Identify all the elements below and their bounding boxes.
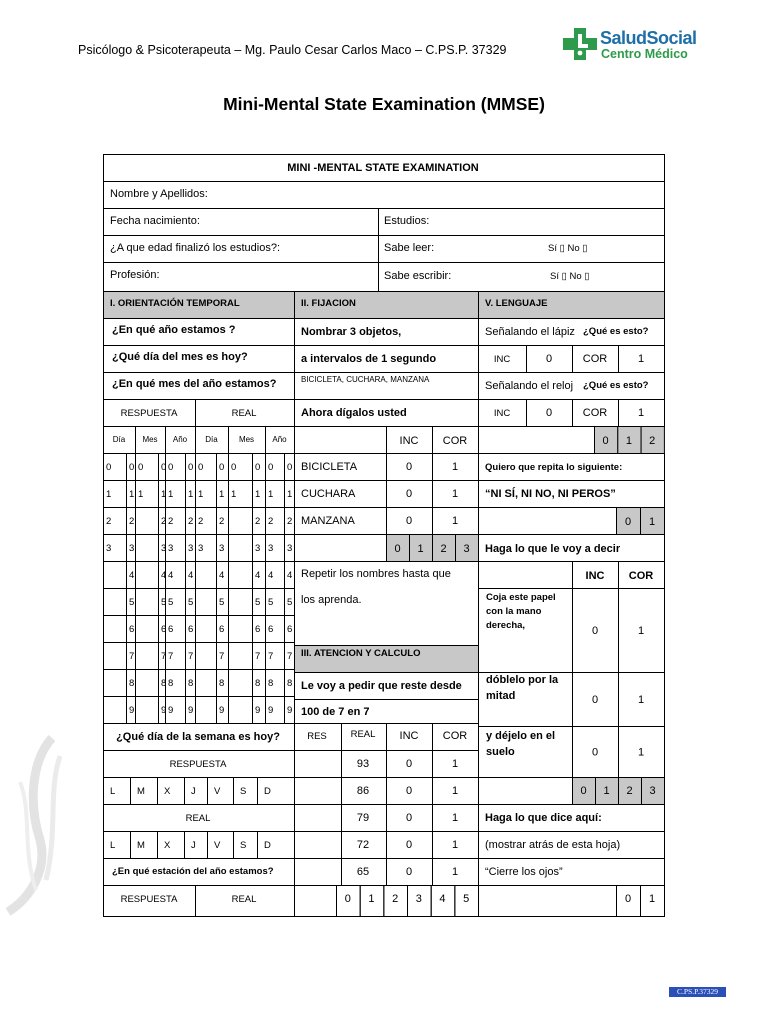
week-day-1-6: D — [264, 840, 271, 851]
atencion-value-4: 65 — [356, 866, 370, 878]
week-day-cell — [185, 832, 208, 859]
orient-digit-cell — [136, 697, 159, 724]
orient-subheader-0: Día — [112, 435, 126, 444]
at-inc-val: 0 — [405, 812, 413, 824]
orient-digit: 8 — [129, 678, 135, 689]
orient-header-label: I. ORIENTACIÓN TEMPORAL — [110, 298, 240, 309]
week-day-cell — [158, 832, 185, 859]
orient-digit: 3 — [255, 543, 261, 554]
leng-lapiz: Señalando el lápiz — [485, 326, 575, 338]
leng-reloj-inc-label: INC — [493, 408, 511, 419]
at-res-cell — [295, 778, 342, 805]
orient-digit-cell — [229, 697, 253, 724]
orient-digit: 7 — [268, 651, 274, 662]
document-title: Mini-Mental State Examination (MMSE) — [223, 94, 545, 114]
orient-digit-cell — [196, 616, 217, 643]
orient-digit: 1 — [255, 489, 261, 500]
fijacion-repetir-2: los aprenda. — [301, 594, 362, 606]
week-day-cell — [158, 778, 185, 805]
week-day-0-0: L — [110, 786, 116, 797]
fijacion-header-label: II. FIJACION — [301, 298, 356, 309]
fijacion-repetir-1: Repetir los nombres hasta que — [301, 568, 451, 580]
orient-question-2: ¿En qué mes del año estamos? — [112, 378, 277, 390]
atencion-header-label: III. ATENCION Y CALCULO — [301, 648, 421, 659]
orient-digit: 5 — [129, 597, 135, 608]
leng-cmd-1-line-0: dóblelo por la — [486, 674, 559, 686]
leng-lapiz-cor-val: 1 — [637, 353, 645, 365]
orient-digit: 1 — [129, 489, 135, 500]
orient-subheader-1: Mes — [142, 435, 158, 444]
week-day-1-5: S — [240, 840, 247, 851]
leng-cmd-2-line-1: suelo — [486, 746, 515, 758]
orient-digit: 4 — [287, 570, 293, 581]
orient-digit: 2 — [268, 516, 274, 527]
orient-subheader-4: Mes — [238, 435, 255, 444]
orient-subheader-5: Año — [272, 435, 287, 444]
leng-reloj-inc-val: 0 — [545, 407, 553, 419]
orient-digit: 4 — [168, 570, 174, 581]
at-cor-val: 1 — [451, 812, 459, 824]
orient-digit: 5 — [188, 597, 194, 608]
orient-digit: 2 — [168, 516, 174, 527]
orient-digit: 3 — [161, 543, 167, 554]
orient-question-1: ¿Qué día del mes es hoy? — [112, 351, 248, 363]
orient-subheader-2: Año — [172, 435, 188, 444]
profesion-label: Profesión: — [110, 269, 160, 281]
leng-cmd-cor-val: 1 — [637, 694, 645, 706]
orient-digit: 2 — [106, 516, 112, 527]
fijacion-ahora: Ahora dígalos usted — [301, 407, 407, 419]
at-score-1: 1 — [368, 893, 375, 905]
orient-digit-cell — [196, 670, 217, 697]
orient-digit: 1 — [287, 489, 293, 500]
atencion-res-label: RES — [307, 731, 327, 742]
edad-label: ¿A que edad finalizó los estudios?: — [110, 242, 281, 254]
at-cor-val: 1 — [451, 839, 459, 851]
orient-digit: 3 — [287, 543, 293, 554]
orient-digit: 3 — [106, 543, 112, 554]
at-cor-val: 1 — [451, 785, 459, 797]
leng-cmd-blank — [479, 562, 573, 589]
at-score-2: 2 — [392, 893, 399, 905]
orient-digit: 6 — [168, 624, 174, 635]
leng-score2-blank — [479, 427, 595, 454]
leng-cmd-0-line-2: derecha, — [486, 620, 526, 631]
week-day-0-6: D — [264, 786, 271, 797]
orient-digit-cell — [104, 616, 127, 643]
leng-final-1: 1 — [648, 893, 656, 905]
at-inc-val: 0 — [405, 758, 413, 770]
orient-digit-cell — [104, 562, 127, 589]
at-res-cell — [295, 805, 342, 832]
orient-digit-cell — [196, 562, 217, 589]
orient-digit: 8 — [268, 678, 274, 689]
orient-digit: 0 — [188, 462, 194, 473]
orient-digit: 6 — [161, 624, 167, 635]
orient-digit: 6 — [287, 624, 293, 635]
fij-inc-val: 0 — [405, 488, 413, 500]
week-day-0-4: V — [214, 786, 221, 797]
fij-cor-val: 1 — [451, 461, 459, 473]
orient-digit: 4 — [255, 570, 261, 581]
orient-digit-cell — [104, 670, 127, 697]
estudios-label: Estudios: — [384, 215, 430, 227]
orient-digit: 1 — [198, 489, 204, 500]
leng-reloj: Señalando el reloj — [485, 380, 574, 392]
orient-digit-cell — [229, 508, 253, 535]
orient-real-label: REAL — [231, 408, 257, 419]
at-inc-val: 0 — [405, 785, 413, 797]
orient-digit-cell — [136, 589, 159, 616]
atencion-inc-label: INC — [399, 730, 419, 742]
orient-digit: 8 — [161, 678, 167, 689]
at-cor-val: 1 — [451, 758, 459, 770]
orient-digit: 4 — [219, 570, 225, 581]
fijacion-objects-caption: BICICLETA, CUCHARA, MANZANA — [301, 375, 430, 384]
orient-digit: 1 — [168, 489, 174, 500]
orient-subheader-3: Día — [205, 435, 218, 444]
fij-inc-val: 0 — [405, 461, 413, 473]
orient-digit-cell — [229, 535, 253, 562]
orient-digit: 9 — [129, 705, 135, 716]
sabe-leer-options: Sí ▯ No ▯ — [548, 243, 588, 254]
orient-digit: 6 — [268, 624, 274, 635]
week-day-1-1: M — [137, 840, 145, 851]
fijacion-line2: a intervalos de 1 segundo — [301, 353, 437, 365]
orient-digit: 8 — [188, 678, 194, 689]
atencion-line2: 100 de 7 en 7 — [301, 706, 370, 718]
orient-season-real: REAL — [231, 894, 257, 905]
orient-digit-cell — [196, 697, 217, 724]
fij-cor-val: 1 — [451, 515, 459, 527]
orient-digit: 0 — [138, 462, 144, 473]
orient-digit-cell — [136, 535, 159, 562]
fij-inc-val: 0 — [405, 515, 413, 527]
leng-mostrar: (mostrar atrás de esta hoja) — [485, 839, 621, 851]
orient-digit: 1 — [138, 489, 144, 500]
orient-digit: 4 — [188, 570, 194, 581]
orient-digit: 5 — [268, 597, 274, 608]
leng-lapiz-cor-label: COR — [582, 353, 608, 365]
fij-score-0: 0 — [394, 543, 401, 555]
orient-digit-cell — [229, 670, 253, 697]
fij-blank-cell — [295, 427, 387, 454]
orient-digit: 7 — [161, 651, 167, 662]
atencion-value-0: 93 — [356, 758, 370, 770]
week-day-1-0: L — [110, 840, 116, 851]
leng-cmd-2-line-0: y déjelo en el — [486, 730, 556, 742]
orient-digit: 2 — [188, 516, 194, 527]
orient-digit-cell — [229, 589, 253, 616]
orient-digit: 1 — [231, 489, 237, 500]
orient-digit: 0 — [161, 462, 167, 473]
lenguaje-header-label: V. LENGUAJE — [485, 298, 548, 309]
leng-score1-1: 1 — [648, 516, 656, 528]
orient-digit: 3 — [188, 543, 194, 554]
orient-digit-cell — [229, 643, 253, 670]
orient-digit: 1 — [268, 489, 274, 500]
orient-digit: 7 — [168, 651, 174, 662]
page-header: Psicólogo & Psicoterapeuta – Mg. Paulo Cesar Carlos Maco – C.PS.P. 37329 — [78, 43, 507, 57]
week-day-1-4: V — [214, 840, 221, 851]
orient-digit: 5 — [219, 597, 225, 608]
orient-digit: 9 — [287, 705, 293, 716]
at-score-3: 3 — [415, 893, 422, 905]
leng-score1-0: 0 — [624, 516, 632, 528]
leng-reloj-cor-val: 1 — [637, 407, 645, 419]
leng-reloj-que: ¿Qué es esto? — [583, 380, 649, 391]
orient-digit: 8 — [219, 678, 225, 689]
week-day-cell — [185, 778, 208, 805]
orient-digit: 2 — [255, 516, 261, 527]
orient-digit: 0 — [287, 462, 293, 473]
atencion-value-2: 79 — [356, 812, 370, 824]
orient-digit: 7 — [129, 651, 135, 662]
fijacion-object-2: MANZANA — [301, 515, 355, 527]
fijacion-inc-label: INC — [399, 435, 419, 447]
week-day-0-3: J — [191, 786, 196, 797]
at-res-cell — [295, 832, 342, 859]
week-day-cell — [208, 778, 234, 805]
orient-digit: 1 — [161, 489, 167, 500]
week-day-0-1: M — [137, 786, 145, 797]
atencion-cor-label: COR — [442, 730, 468, 742]
leng-final-blank — [479, 886, 617, 917]
fijacion-line1: Nombrar 3 objetos, — [301, 326, 402, 338]
atencion-real-label: REAL — [350, 729, 376, 740]
leng-quiero: Quiero que repita lo siguiente: — [485, 462, 623, 473]
orient-digit: 2 — [198, 516, 204, 527]
orient-digit: 5 — [255, 597, 261, 608]
leng-lapiz-que: ¿Qué es esto? — [583, 326, 649, 337]
logo-subtitle: Centro Médico — [601, 47, 688, 61]
fij-score-blank — [295, 535, 387, 562]
orient-digit-cell — [136, 508, 159, 535]
at-inc-val: 0 — [405, 866, 413, 878]
leng-cmd-inc-label: INC — [585, 570, 605, 582]
leng-lapiz-inc-val: 0 — [545, 353, 553, 365]
orient-digit-cell — [196, 643, 217, 670]
logo-title: SaludSocial — [600, 28, 697, 48]
fij-score-3: 3 — [463, 543, 470, 555]
orient-digit: 1 — [188, 489, 194, 500]
leng-cmd-inc-val: 0 — [591, 625, 599, 637]
week-day-0-2: X — [164, 786, 171, 797]
atencion-value-3: 72 — [356, 839, 370, 851]
orient-digit: 9 — [168, 705, 174, 716]
orient-digit: 7 — [255, 651, 261, 662]
leng-score3-1: 1 — [603, 785, 610, 797]
orient-digit: 9 — [268, 705, 274, 716]
orient-digit: 3 — [198, 543, 204, 554]
week-day-0-5: S — [240, 786, 247, 797]
leng-score2-2: 2 — [649, 435, 656, 447]
orient-digit-cell — [229, 562, 253, 589]
orient-digit: 4 — [129, 570, 135, 581]
leng-cmd-inc-val: 0 — [591, 746, 599, 759]
orient-question-0: ¿En qué año estamos ? — [112, 324, 236, 336]
orient-digit: 0 — [168, 462, 174, 473]
orient-digit: 8 — [168, 678, 174, 689]
atencion-value-1: 86 — [356, 785, 370, 797]
form-title: MINI -MENTAL STATE EXAMINATION — [287, 162, 479, 174]
week-day-cell — [104, 778, 131, 805]
leng-score2-1: 1 — [625, 435, 632, 447]
orient-digit: 3 — [268, 543, 274, 554]
orient-digit: 7 — [287, 651, 293, 662]
orient-digit-cell — [136, 616, 159, 643]
orient-week-real: REAL — [185, 813, 211, 824]
orient-digit-cell — [104, 697, 127, 724]
week-day-cell — [208, 832, 234, 859]
leng-cmd-cor-val: 1 — [637, 746, 645, 759]
leng-reloj-cor-label: COR — [582, 407, 608, 419]
orient-digit: 4 — [268, 570, 274, 581]
leng-lapiz-inc-label: INC — [493, 354, 511, 365]
orient-digit: 5 — [161, 597, 167, 608]
leng-cmd-0-line-1: con la mano — [486, 606, 542, 617]
at-cor-val: 1 — [451, 866, 459, 878]
orient-digit: 0 — [231, 462, 237, 473]
orient-digit: 7 — [219, 651, 225, 662]
orient-digit: 1 — [106, 489, 112, 500]
form-grid — [104, 155, 665, 917]
leng-score3-0: 0 — [580, 785, 587, 797]
week-day-1-2: X — [164, 840, 171, 851]
leng-nisi: “NI SÍ, NI NO, NI PEROS” — [485, 488, 616, 500]
orient-digit: 2 — [219, 516, 225, 527]
at-score-5: 5 — [463, 893, 470, 905]
orient-digit: 0 — [255, 462, 261, 473]
orient-digit: 7 — [188, 651, 194, 662]
orient-digit: 9 — [188, 705, 194, 716]
orient-digit: 3 — [219, 543, 225, 554]
at-res-cell — [295, 859, 342, 886]
orient-digit: 0 — [106, 462, 112, 473]
sabe-escribir-label: Sabe escribir: — [384, 270, 452, 282]
cpsp-badge: C.PS.P.37329 — [669, 987, 726, 997]
orient-digit: 6 — [188, 624, 194, 635]
orient-digit: 6 — [129, 624, 135, 635]
leng-cmd-cor-label: COR — [628, 570, 654, 582]
leng-score3-3: 3 — [649, 785, 656, 797]
orient-digit: 9 — [219, 705, 225, 716]
fijacion-object-0: BICICLETA — [301, 461, 358, 473]
leng-cmd-1-line-1: mitad — [486, 690, 516, 702]
orient-digit: 0 — [268, 462, 274, 473]
orient-digit-cell — [104, 589, 127, 616]
at-score-0: 0 — [344, 893, 351, 905]
orient-digit: 5 — [287, 597, 293, 608]
orient-digit: 3 — [129, 543, 135, 554]
orient-digit-cell — [136, 670, 159, 697]
at-res-cell — [295, 751, 342, 778]
orient-digit-cell — [196, 589, 217, 616]
fij-cor-val: 1 — [451, 488, 459, 500]
orient-digit: 9 — [161, 705, 167, 716]
orient-digit: 5 — [168, 597, 174, 608]
leng-final-0: 0 — [624, 893, 632, 905]
orient-digit: 8 — [255, 678, 261, 689]
leng-score1-blank — [479, 508, 617, 535]
fij-score-1: 1 — [417, 543, 424, 555]
leng-haga-voy: Haga lo que le voy a decir — [485, 543, 621, 555]
leng-cmd-cor-val: 1 — [637, 625, 645, 637]
leng-score2-0: 0 — [602, 435, 609, 447]
week-day-cell — [104, 832, 131, 859]
orient-digit: 0 — [129, 462, 135, 473]
at-score-blank — [295, 886, 337, 917]
orient-season-question: ¿En qué estación del año estamos? — [112, 866, 274, 877]
orient-digit: 6 — [219, 624, 225, 635]
fijacion-cor-label: COR — [442, 435, 468, 447]
orient-week-respuesta: RESPUESTA — [169, 759, 227, 770]
orient-digit-cell — [136, 562, 159, 589]
orient-week-question: ¿Qué día de la semana es hoy? — [116, 731, 280, 743]
sabe-escribir-options: Sí ▯ No ▯ — [550, 271, 590, 282]
fijacion-object-1: CUCHARA — [301, 488, 356, 500]
leng-haga-dice: Haga lo que dice aquí: — [485, 812, 602, 824]
nombre-label: Nombre y Apellidos: — [110, 188, 208, 200]
orient-digit: 0 — [219, 462, 225, 473]
leng-score3-blank — [479, 778, 573, 805]
leng-score3-2: 2 — [626, 785, 633, 797]
week-day-1-3: J — [191, 840, 196, 851]
sabe-leer-label: Sabe leer: — [384, 242, 435, 254]
atencion-line1: Le voy a pedir que reste desde — [301, 680, 462, 692]
orient-digit: 4 — [161, 570, 167, 581]
orient-season-respuesta: RESPUESTA — [120, 894, 178, 905]
fecha-label: Fecha nacimiento: — [110, 215, 200, 227]
orient-digit: 2 — [161, 516, 167, 527]
orient-digit: 3 — [168, 543, 174, 554]
orient-digit: 0 — [198, 462, 204, 473]
orient-digit: 6 — [255, 624, 261, 635]
leng-cmd-0-line-0: Coja este papel — [486, 592, 556, 603]
at-inc-val: 0 — [405, 839, 413, 851]
leng-cierre: “Cierre los ojos” — [485, 866, 563, 878]
orient-digit-cell — [136, 643, 159, 670]
at-score-4: 4 — [439, 893, 446, 905]
orient-digit: 2 — [129, 516, 135, 527]
orient-digit: 9 — [255, 705, 261, 716]
orient-digit: 1 — [219, 489, 225, 500]
orient-digit-cell — [104, 643, 127, 670]
orient-digit: 2 — [287, 516, 293, 527]
orient-digit: 8 — [287, 678, 293, 689]
orient-digit-cell — [229, 616, 253, 643]
orient-respuesta-label: RESPUESTA — [120, 408, 178, 419]
fij-score-2: 2 — [440, 543, 447, 555]
leng-cmd-inc-val: 0 — [591, 694, 599, 706]
